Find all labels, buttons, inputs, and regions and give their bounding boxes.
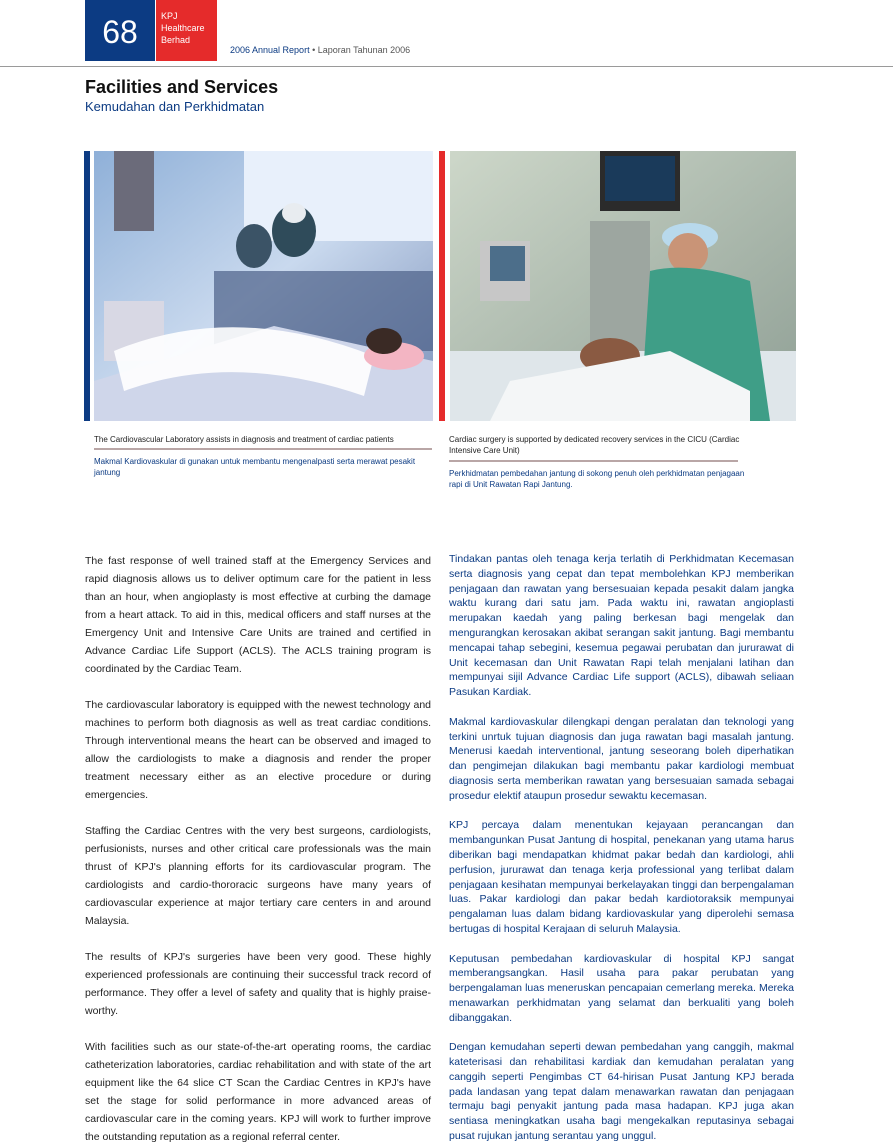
report-separator: • bbox=[312, 45, 316, 55]
body-en-paragraph: The results of KPJ's surgeries have been very good. These highly experienced professionals are continuing their successful track record of performance. They offer a level of safety and quality that is highly praise-worthy. bbox=[85, 951, 431, 1017]
right-caption-en: Cardiac surgery is supported by dedicated recovery services in the CICU (Cardiac Intensive Care Unit) bbox=[449, 435, 740, 455]
body-column-en bbox=[85, 552, 431, 1143]
left-caption-divider bbox=[94, 448, 432, 450]
body-ms-paragraph: Keputusan pembedahan kardiovaskular di hospital KPJ sangat memberangsangkan. Hasil usaha para pakar perubatan yang berpengalaman luas meneruskan pencapaian cemerlang mereka. Mereka menawarkan perkhidmatan yang selamat dan berkualiti yang boleh dibanggakan. bbox=[449, 952, 794, 1024]
report-line bbox=[230, 45, 410, 55]
photo-accent-bar-red bbox=[439, 151, 445, 421]
page-number: 68 bbox=[85, 0, 155, 61]
page-title: Facilities and Services bbox=[85, 77, 279, 97]
report-title-ms: Laporan Tahunan 2006 bbox=[317, 45, 411, 55]
photo-accent-bar-blue bbox=[84, 151, 90, 421]
right-caption-divider bbox=[449, 460, 738, 462]
body-ms-paragraph: Makmal kardiovaskular dilengkapi dengan peralatan dan teknologi yang terkini unrtuk tujuan diagnosis dan juga rawatan bagi masalah jantung. Menerusi kaedah interventional, jantung seseorang boleh diperhatikan dan pengimejan dilakukan bagi membantu pakar kardiologi membuat diagnosis serta memberikan rawatan yang bersesuaian samada sebagai prosedur elektif ataupun prosedur sewaktu kecemasan. bbox=[449, 715, 794, 802]
page-subtitle: Kemudahan dan Perkhidmatan bbox=[85, 99, 265, 114]
brand-label bbox=[156, 0, 217, 61]
body-ms-paragraph: Dengan kemudahan seperti dewan pembedahan yang canggih, makmal kateterisasi dan rehabilitasi kardiak dan kemudahan peralatan yang canggih seperti Pengimbas CT 64-hirisan Pusat Jantung KPJ berada pada landasan yang tepat dalam menawarkan rawatan dan penjagaan termaju bagi penyakit jantung pada masa hadapan. KPJ juga akan sentiasa meningkatkan usaha bagi mengekalkan reputasinya sebagai pusat rujukan jantung serantau yang unggul. bbox=[449, 1041, 794, 1143]
left-caption-en: The Cardiovascular Laboratory assists in diagnosis and treatment of cardiac patients bbox=[94, 435, 394, 444]
right-caption-ms: Perkhidmatan pembedahan jantung di sokong penuh oleh perkhidmatan penjagaan rapi di Unit Rawatan Rapi Jantung. bbox=[449, 469, 745, 489]
body-en-paragraph: The cardiovascular laboratory is equipped with the newest technology and machines to perform both diagnosis as well as treat cardiac conditions. Through interventional means the heart can be observed and imaged to allow the cardiologists to make a diagnosis and render the proper treatment necessary either as an elective procedure or during emergencies. bbox=[85, 699, 431, 801]
body-column-ms bbox=[449, 552, 794, 1143]
body-en-paragraph: Staffing the Cardiac Centres with the very best surgeons, cardiologists, perfusionists, nurses and other critical care professionals was the main thrust of KPJ's planning efforts for its cardiovascular program. The cardiologists and cardio-thororacic surgeons have many years of cardiovascular experience at major tertiary care centers in and around Malaysia. bbox=[85, 825, 431, 927]
body-en-paragraph: With facilities such as our state-of-the-art operating rooms, the cardiac catheterization laboratories, cardiac rehabilitation and with state of the art equipment like the 64 slice CT Scan the Cardiac Centres in KPJ's have set the stage for solid performance in more advanced areas of cardiovascular care in the coming years. KPJ will work to further improve the outstanding reputation as a regional referral center. bbox=[85, 1041, 431, 1143]
cardiovascular-lab-photo bbox=[94, 151, 433, 421]
body-ms-paragraph: Tindakan pantas oleh tenaga kerja terlatih di Perkhidmatan Kecemasan serta diagnosis yang cepat dan tepat membolehkan KPJ memberikan penjagaan dan rawatan yang bersesuaian kepada pesakit dalam jangka waktu kurang dari satu jam. Pada waktu ini, rawatan angioplasti merupakan kaedah yang paling berkesan bagi mengelak dan mengurangkan kerosakan akibat serangan sakit jantung. Bagi membantu mencapai tahap sebegini, kesemua pegawai perubatan dan jururawat di Unit kecemasan dan Unit Rawatan Rapi telah menjalani latihan dan mempunyai sijil Advance Cardiac Life support (ACLS), dibawah seliaan Pasukan Kardiak. bbox=[449, 553, 794, 699]
body-en-paragraph: The fast response of well trained staff at the Emergency Services and rapid diagnosis allows us to deliver optimum care for the patient in less than an hour, when angioplasty is most effective at curbing the damage from a heart attack. To aid in this, medical officers and staff nurses at the Emergency Unit and Intensive Care Units are trained and certified in Advance Cardiac Life Support (ACLS). The ACLS training program is coordinated by the Cardiac Team. bbox=[85, 555, 431, 675]
cicu-photo bbox=[450, 151, 796, 421]
brand-line-2: Healthcare bbox=[161, 23, 205, 33]
brand-line-3: Berhad bbox=[161, 35, 191, 45]
left-caption-ms: Makmal Kardiovaskular di gunakan untuk membantu mengenalpasti serta merawat pesakit jantung bbox=[94, 457, 416, 477]
report-title-en: 2006 Annual Report bbox=[230, 45, 310, 55]
header-divider bbox=[0, 66, 893, 67]
body-ms-paragraph: KPJ percaya dalam menentukan kejayaan perancangan dan membangunkan Pusat Jantung di hospital, penekanan yang utama harus diberikan bagi mendapatkan khidmat pakar bedah dan kardiologi, ahli perfusion, jururawat dan tenaga kerja professional yang terlibat dalam penjagaan kesihatan mempunyai berkelayakan tinggi dan berpengalaman luas. Pakar kardiologi dan pakar bedah kardiotoraksik mempunyai pengalaman luas dalam bidang kardiovaskular yang diperolehi semasa bertugas di hospital Kerajaan di seluruh Malaysia. bbox=[449, 819, 794, 935]
brand-line-1: KPJ bbox=[161, 11, 178, 21]
